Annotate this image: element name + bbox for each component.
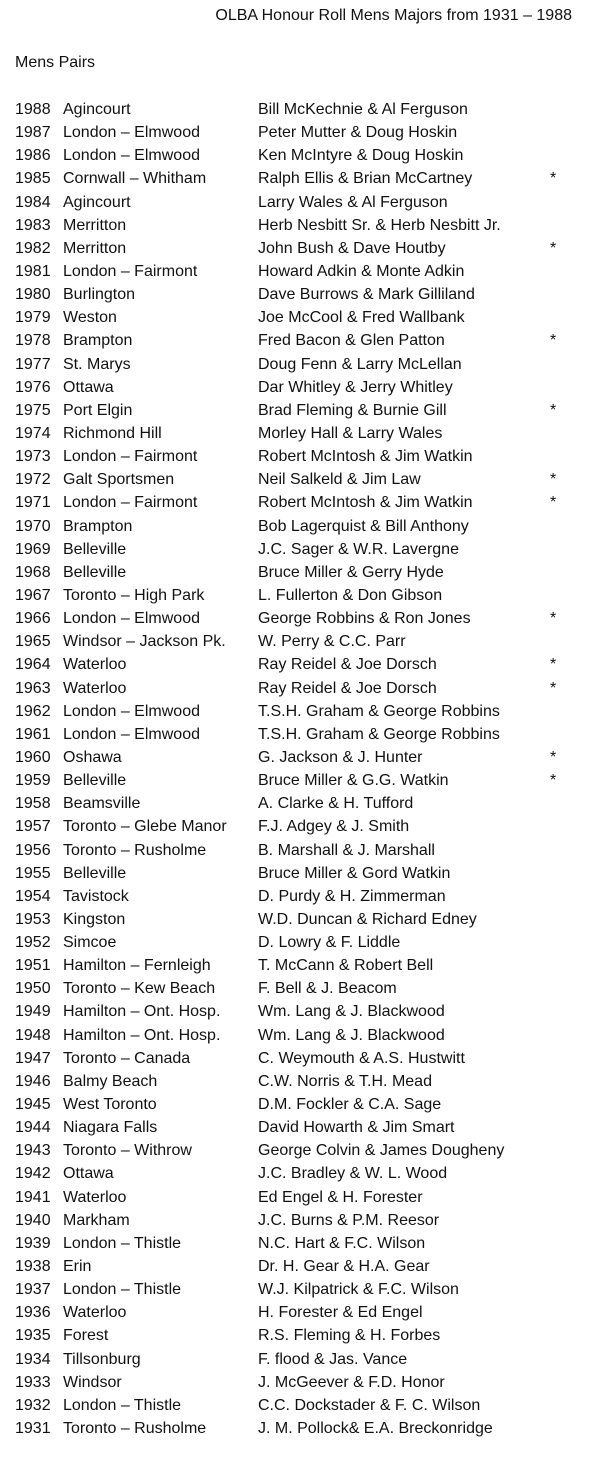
year-cell: 1961 <box>15 725 51 743</box>
year-cell: 1972 <box>15 471 51 489</box>
players-cell: F. flood & Jas. Vance <box>258 1350 408 1368</box>
asterisk-mark: * <box>550 332 557 350</box>
table-row <box>0 931 600 954</box>
players-cell: D.M. Fockler & C.A. Sage <box>258 1096 442 1114</box>
players-cell: Dave Burrows & Mark Gilliland <box>258 286 475 304</box>
table-row <box>0 1209 600 1232</box>
table-row <box>0 1255 600 1278</box>
table-row <box>0 792 600 815</box>
year-cell: 1933 <box>15 1373 51 1391</box>
club-cell: Beamsville <box>63 795 141 813</box>
club-cell: London – Fairmont <box>63 494 198 512</box>
year-cell: 1952 <box>15 934 51 952</box>
table-row <box>0 1186 600 1209</box>
club-cell: Hamilton – Ont. Hosp. <box>63 1003 221 1021</box>
players-cell: H. Forester & Ed Engel <box>258 1304 423 1322</box>
table-row <box>0 1116 600 1139</box>
players-cell: C.W. Norris & T.H. Mead <box>258 1072 432 1090</box>
asterisk-mark: * <box>550 170 557 188</box>
club-cell: Belleville <box>63 864 127 882</box>
players-cell: Ed Engel & H. Forester <box>258 1188 423 1206</box>
club-cell: Belleville <box>63 563 127 581</box>
asterisk-mark: * <box>550 679 557 697</box>
table-row <box>0 769 600 792</box>
section-heading: Mens Pairs <box>15 54 96 71</box>
players-cell: Joe McCool & Fred Wallbank <box>258 309 465 327</box>
club-cell: Waterloo <box>63 1304 127 1322</box>
table-row <box>0 376 600 399</box>
players-cell: Bruce Miller & Gerry Hyde <box>258 563 444 581</box>
club-cell: Merritton <box>63 216 127 234</box>
table-row <box>0 1024 600 1047</box>
year-cell: 1964 <box>15 656 51 674</box>
players-cell: T. McCann & Robert Bell <box>258 957 434 975</box>
players-cell: David Howarth & Jim Smart <box>258 1119 455 1137</box>
year-cell: 1947 <box>15 1049 51 1067</box>
players-cell: Peter Mutter & Doug Hoskin <box>258 124 458 142</box>
players-cell: T.S.H. Graham & George Robbins <box>258 702 500 720</box>
club-cell: London – Thistle <box>63 1234 182 1252</box>
players-cell: J.C. Sager & W.R. Lavergne <box>258 540 459 558</box>
club-cell: Agincourt <box>63 101 131 118</box>
table-row <box>0 167 600 190</box>
players-cell: George Robbins & Ron Jones <box>258 610 471 628</box>
club-cell: London – Elmwood <box>63 147 200 165</box>
table-row <box>0 260 600 283</box>
table-row <box>0 561 600 584</box>
table-row <box>0 700 600 723</box>
year-cell: 1985 <box>15 170 51 188</box>
table-row <box>0 237 600 260</box>
table-row <box>0 584 600 607</box>
year-cell: 1955 <box>15 864 51 882</box>
year-cell: 1935 <box>15 1327 51 1345</box>
club-cell: Toronto – Rusholme <box>63 1420 207 1438</box>
year-cell: 1931 <box>15 1420 51 1438</box>
year-cell: 1957 <box>15 818 51 836</box>
year-cell: 1974 <box>15 424 51 442</box>
table-row <box>0 1232 600 1255</box>
club-cell: Windsor – Jackson Pk. <box>63 633 226 651</box>
table-row <box>0 815 600 838</box>
players-cell: Ray Reidel & Joe Dorsch <box>258 679 437 697</box>
year-cell: 1968 <box>15 563 51 581</box>
players-cell: Doug Fenn & Larry McLellan <box>258 355 462 373</box>
table-row <box>0 1371 600 1394</box>
table-row <box>0 445 600 468</box>
asterisk-mark: * <box>550 748 557 766</box>
year-cell: 1977 <box>15 355 51 373</box>
table-row <box>0 677 600 700</box>
year-cell: 1982 <box>15 239 51 257</box>
table-row <box>0 1348 600 1371</box>
table-row <box>0 607 600 630</box>
players-cell: Wm. Lang & J. Blackwood <box>258 1003 445 1021</box>
club-cell: Brampton <box>63 517 133 535</box>
players-cell: J. M. Pollock& E.A. Breckonridge <box>258 1420 493 1438</box>
club-cell: Weston <box>63 309 117 327</box>
players-cell: Morley Hall & Larry Wales <box>258 424 443 442</box>
year-cell: 1976 <box>15 378 51 396</box>
players-cell: T.S.H. Graham & George Robbins <box>258 725 500 743</box>
table-row <box>0 839 600 862</box>
table-row <box>0 653 600 676</box>
year-cell: 1949 <box>15 1003 51 1021</box>
asterisk-mark: * <box>550 401 557 419</box>
year-cell: 1984 <box>15 193 51 211</box>
year-cell: 1966 <box>15 610 51 628</box>
table-row <box>0 515 600 538</box>
year-cell: 1936 <box>15 1304 51 1322</box>
club-cell: Toronto – Glebe Manor <box>63 818 227 836</box>
year-cell: 1979 <box>15 309 51 327</box>
table-row <box>0 746 600 769</box>
asterisk-mark: * <box>550 772 557 790</box>
players-cell: G. Jackson & J. Hunter <box>258 748 423 766</box>
club-cell: Forest <box>63 1327 109 1345</box>
year-cell: 1944 <box>15 1119 51 1137</box>
table-row <box>0 491 600 514</box>
year-cell: 1988 <box>15 101 51 118</box>
club-cell: Toronto – Canada <box>63 1049 191 1067</box>
year-cell: 1939 <box>15 1234 51 1252</box>
asterisk-mark: * <box>550 610 557 628</box>
year-cell: 1946 <box>15 1072 51 1090</box>
table-row <box>0 1417 600 1440</box>
table-row <box>0 538 600 561</box>
table-row <box>0 954 600 977</box>
year-cell: 1973 <box>15 448 51 466</box>
year-cell: 1986 <box>15 147 51 165</box>
year-cell: 1963 <box>15 679 51 697</box>
table-row <box>0 144 600 167</box>
players-cell: W.D. Duncan & Richard Edney <box>258 910 477 928</box>
club-cell: Toronto – Withrow <box>63 1142 192 1160</box>
players-cell: Ken McIntyre & Doug Hoskin <box>258 147 464 165</box>
club-cell: Richmond Hill <box>63 424 162 442</box>
club-cell: Tillsonburg <box>63 1350 141 1368</box>
players-cell: Wm. Lang & J. Blackwood <box>258 1026 445 1044</box>
year-cell: 1954 <box>15 887 51 905</box>
year-cell: 1959 <box>15 772 51 790</box>
players-cell: Brad Fleming & Burnie Gill <box>258 401 447 419</box>
table-row <box>0 121 600 144</box>
players-cell: Herb Nesbitt Sr. & Herb Nesbitt Jr. <box>258 216 501 234</box>
table-row <box>0 1000 600 1023</box>
club-cell: Galt Sportsmen <box>63 471 175 489</box>
year-cell: 1960 <box>15 748 51 766</box>
club-cell: Brampton <box>63 332 133 350</box>
table-row <box>0 1070 600 1093</box>
players-cell: F.J. Adgey & J. Smith <box>258 818 410 836</box>
asterisk-mark: * <box>550 471 557 489</box>
players-cell: Bob Lagerquist & Bill Anthony <box>258 517 469 535</box>
club-cell: Toronto – Rusholme <box>63 841 207 859</box>
club-cell: Toronto – High Park <box>63 586 205 604</box>
club-cell: London – Elmwood <box>63 725 200 743</box>
table-row <box>0 1162 600 1185</box>
players-cell: W. Perry & C.C. Parr <box>258 633 406 651</box>
year-cell: 1962 <box>15 702 51 720</box>
table-row <box>0 1139 600 1162</box>
club-cell: West Toronto <box>63 1096 157 1114</box>
year-cell: 1950 <box>15 980 51 998</box>
club-cell: Port Elgin <box>63 401 133 419</box>
players-cell: N.C. Hart & F.C. Wilson <box>258 1234 426 1252</box>
table-row <box>0 399 600 422</box>
players-cell: George Colvin & James Dougheny <box>258 1142 505 1160</box>
year-cell: 1981 <box>15 262 51 280</box>
players-cell: J. McGeever & F.D. Honor <box>258 1373 445 1391</box>
year-cell: 1971 <box>15 494 51 512</box>
year-cell: 1953 <box>15 910 51 928</box>
players-cell: F. Bell & J. Beacom <box>258 980 397 998</box>
year-cell: 1983 <box>15 216 51 234</box>
club-cell: Waterloo <box>63 679 127 697</box>
players-cell: Howard Adkin & Monte Adkin <box>258 262 465 280</box>
players-cell: Robert McIntosh & Jim Watkin <box>258 494 473 512</box>
club-cell: London – Fairmont <box>63 448 198 466</box>
year-cell: 1932 <box>15 1396 51 1414</box>
club-cell: London – Thistle <box>63 1281 182 1299</box>
players-cell: John Bush & Dave Houtby <box>258 239 446 257</box>
players-cell: Robert McIntosh & Jim Watkin <box>258 448 473 466</box>
players-cell: D. Purdy & H. Zimmerman <box>258 887 446 905</box>
players-cell: Bruce Miller & Gord Watkin <box>258 864 451 882</box>
table-row <box>0 908 600 931</box>
club-cell: Niagara Falls <box>63 1119 158 1137</box>
year-cell: 1942 <box>15 1165 51 1183</box>
club-cell: St. Marys <box>63 355 131 373</box>
table-row <box>0 885 600 908</box>
year-cell: 1967 <box>15 586 51 604</box>
honour-roll-table <box>0 98 600 1440</box>
players-cell: C.C. Dockstader & F. C. Wilson <box>258 1396 481 1414</box>
club-cell: Belleville <box>63 772 127 790</box>
players-cell: B. Marshall & J. Marshall <box>258 841 435 859</box>
club-cell: London – Elmwood <box>63 702 200 720</box>
club-cell: Markham <box>63 1211 130 1229</box>
year-cell: 1945 <box>15 1096 51 1114</box>
players-cell: J.C. Burns & P.M. Reesor <box>258 1211 440 1229</box>
table-row <box>0 1394 600 1417</box>
year-cell: 1934 <box>15 1350 51 1368</box>
table-row <box>0 723 600 746</box>
players-cell: Larry Wales & Al Ferguson <box>258 193 448 211</box>
year-cell: 1975 <box>15 401 51 419</box>
players-cell: C. Weymouth & A.S. Hustwitt <box>258 1049 465 1067</box>
players-cell: Bruce Miller & G.G. Watkin <box>258 772 449 790</box>
club-cell: Hamilton – Ont. Hosp. <box>63 1026 221 1044</box>
year-cell: 1948 <box>15 1026 51 1044</box>
club-cell: London – Elmwood <box>63 610 200 628</box>
club-cell: Kingston <box>63 910 126 928</box>
players-cell: L. Fullerton & Don Gibson <box>258 586 443 604</box>
table-row <box>0 468 600 491</box>
club-cell: Tavistock <box>63 887 129 905</box>
year-cell: 1987 <box>15 124 51 142</box>
table-row <box>0 422 600 445</box>
year-cell: 1940 <box>15 1211 51 1229</box>
table-row <box>0 630 600 653</box>
club-cell: London – Fairmont <box>63 262 198 280</box>
club-cell: Waterloo <box>63 1188 127 1206</box>
club-cell: Merritton <box>63 239 127 257</box>
year-cell: 1969 <box>15 540 51 558</box>
players-cell: R.S. Fleming & H. Forbes <box>258 1327 441 1345</box>
club-cell: Belleville <box>63 540 127 558</box>
club-cell: Agincourt <box>63 193 131 211</box>
year-cell: 1956 <box>15 841 51 859</box>
club-cell: Ottawa <box>63 378 114 396</box>
year-cell: 1951 <box>15 957 51 975</box>
club-cell: Burlington <box>63 286 136 304</box>
table-row <box>0 977 600 1000</box>
year-cell: 1978 <box>15 332 51 350</box>
asterisk-mark: * <box>550 239 557 257</box>
table-row <box>0 283 600 306</box>
club-cell: Windsor <box>63 1373 122 1391</box>
year-cell: 1958 <box>15 795 51 813</box>
club-cell: Ottawa <box>63 1165 114 1183</box>
club-cell: Waterloo <box>63 656 127 674</box>
players-cell: Ray Reidel & Joe Dorsch <box>258 656 437 674</box>
table-row <box>0 98 600 121</box>
players-cell: J.C. Bradley & W. L. Wood <box>258 1165 448 1183</box>
table-row <box>0 353 600 376</box>
club-cell: London – Elmwood <box>63 124 200 142</box>
year-cell: 1943 <box>15 1142 51 1160</box>
table-row <box>0 1324 600 1347</box>
year-cell: 1970 <box>15 517 51 535</box>
club-cell: Balmy Beach <box>63 1072 158 1090</box>
club-cell: London – Thistle <box>63 1396 182 1414</box>
year-cell: 1941 <box>15 1188 51 1206</box>
table-row <box>0 329 600 352</box>
asterisk-mark: * <box>550 494 557 512</box>
table-row <box>0 1093 600 1116</box>
players-cell: Bill McKechnie & Al Ferguson <box>258 101 468 118</box>
players-cell: Dr. H. Gear & H.A. Gear <box>258 1258 430 1276</box>
table-row <box>0 1278 600 1301</box>
table-row <box>0 1047 600 1070</box>
club-cell: Cornwall – Whitham <box>63 170 207 188</box>
club-cell: Simcoe <box>63 934 117 952</box>
club-cell: Erin <box>63 1258 92 1276</box>
table-row <box>0 214 600 237</box>
players-cell: Fred Bacon & Glen Patton <box>258 332 445 350</box>
year-cell: 1938 <box>15 1258 51 1276</box>
club-cell: Toronto – Kew Beach <box>63 980 216 998</box>
players-cell: D. Lowry & F. Liddle <box>258 934 401 952</box>
asterisk-mark: * <box>550 656 557 674</box>
players-cell: Neil Salkeld & Jim Law <box>258 471 421 489</box>
year-cell: 1980 <box>15 286 51 304</box>
table-row <box>0 191 600 214</box>
table-row <box>0 862 600 885</box>
table-row <box>0 306 600 329</box>
players-cell: A. Clarke & H. Tufford <box>258 795 414 813</box>
club-cell: Oshawa <box>63 748 122 766</box>
year-cell: 1937 <box>15 1281 51 1299</box>
players-cell: Ralph Ellis & Brian McCartney <box>258 170 473 188</box>
club-cell: Hamilton – Fernleigh <box>63 957 211 975</box>
table-row <box>0 1301 600 1324</box>
players-cell: Dar Whitley & Jerry Whitley <box>258 378 453 396</box>
players-cell: W.J. Kilpatrick & F.C. Wilson <box>258 1281 459 1299</box>
year-cell: 1965 <box>15 633 51 651</box>
document-title: OLBA Honour Roll Mens Majors from 1931 – 1988 <box>215 7 572 24</box>
